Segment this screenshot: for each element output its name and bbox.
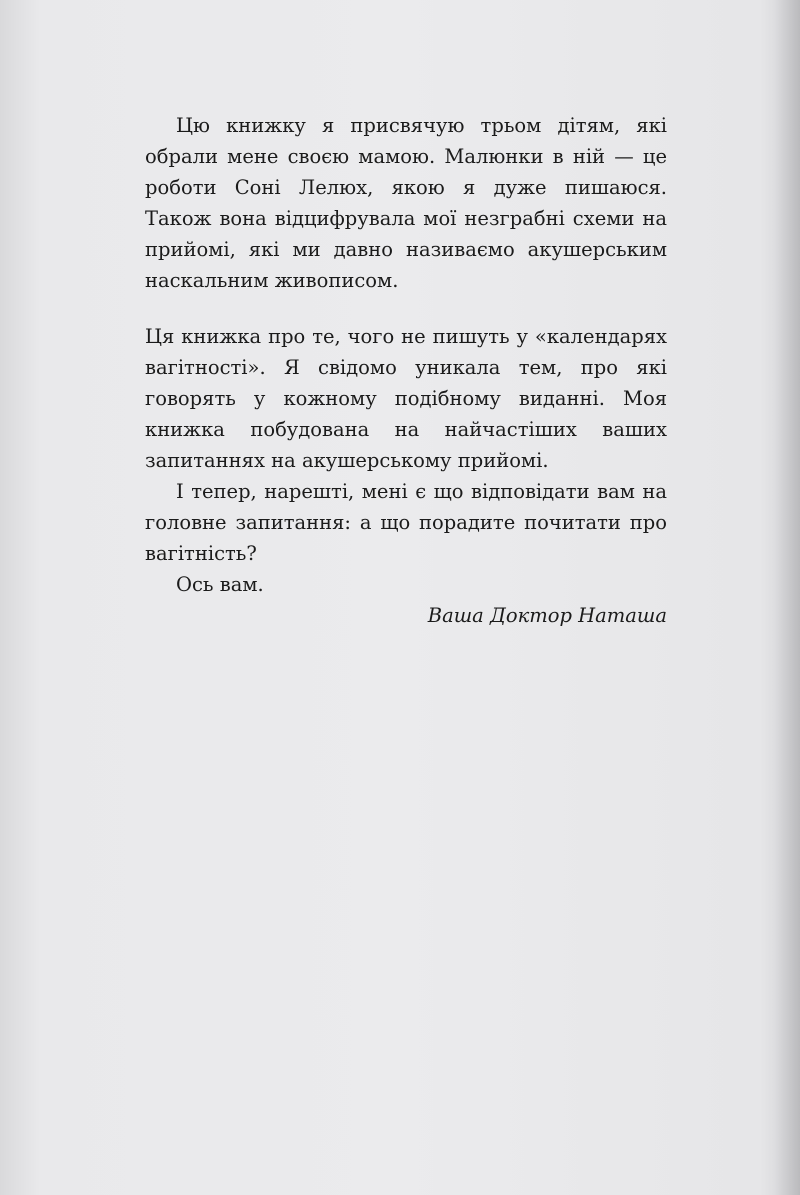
closing-line: Ось вам. — [176, 573, 264, 596]
author-signature: Ваша Доктор Наташа — [427, 604, 667, 627]
page-edge-shadow — [774, 0, 800, 1195]
answer-paragraph: І тепер, нарешті, мені є що відповідати вам на головне запитання: а що порадите почитати про вагітність? — [145, 480, 667, 565]
preface-block — [145, 321, 667, 631]
dedication-paragraph: Цю книжку я присвячую трьом дітям, які обрали мене своєю мамою. Малюнки в ній — це роботи Соні Лелюх, якою я дуже пишаюся. Також вона відцифрувала мої незграбні схеми на прийомі, які ми давно називаємо акушерським наскальним живописом. — [145, 114, 667, 292]
dedication-block — [145, 110, 667, 296]
intro-paragraph: Ця книжка про те, чого не пишуть у «календарях вагітності». Я свідомо уникала тем, про які говорять у кожному подібному виданні. Моя книжка побудована на найчастіших ваших запитаннях на акушерському прийомі. — [145, 325, 667, 472]
